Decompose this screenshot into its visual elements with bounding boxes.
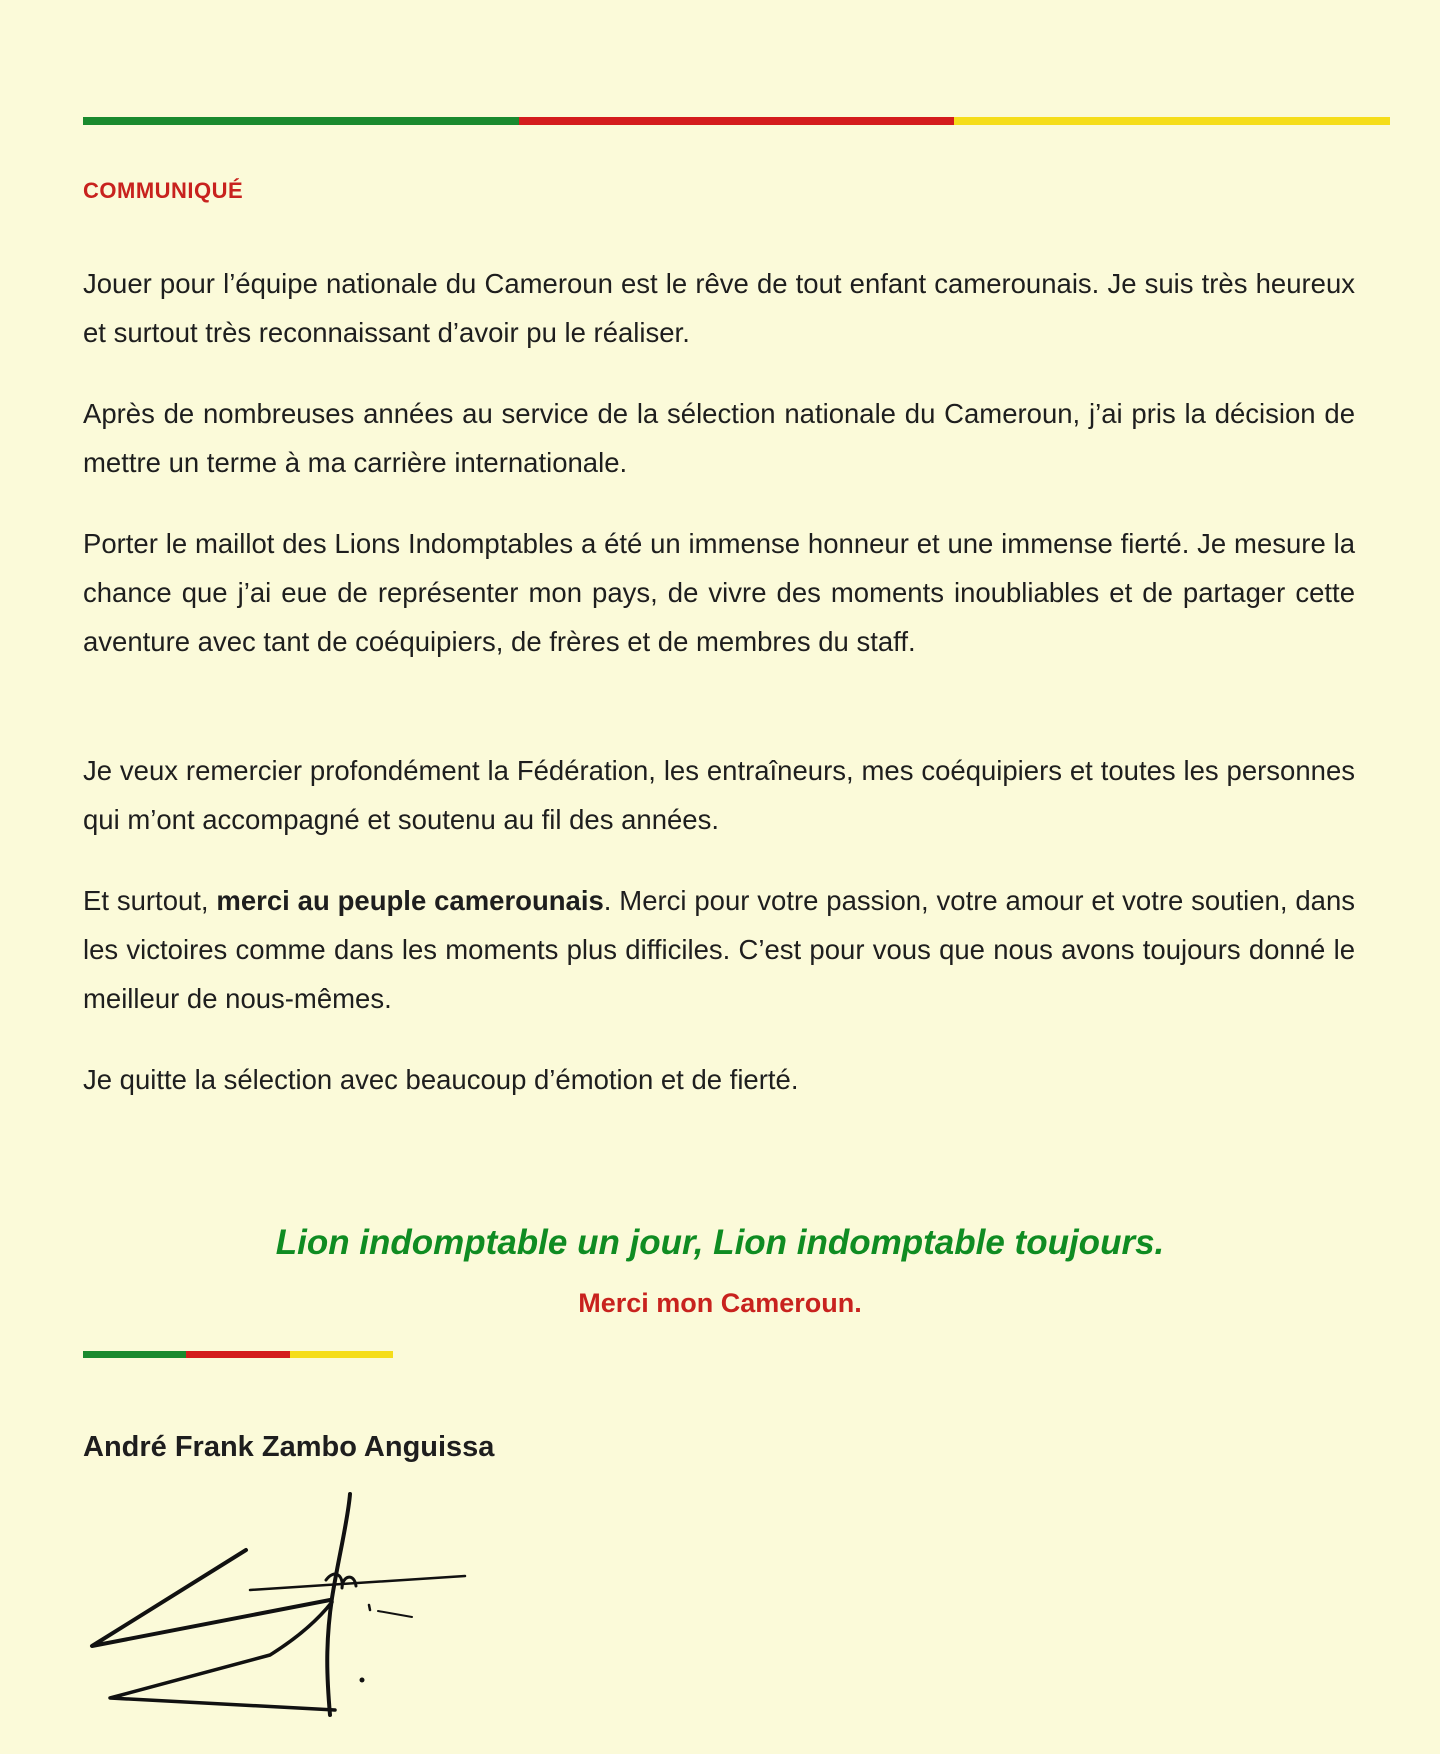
flag-stripe-top bbox=[83, 117, 1390, 125]
paragraph-dream: Jouer pour l’équipe nationale du Cameroun est le rêve de tout enfant camerounais. Je suis très heureux et surtout très reconnaissant d’avoir pu le réaliser. bbox=[83, 268, 1355, 348]
paragraph-thanks-people-start: Et surtout, bbox=[83, 885, 217, 916]
flag-stripe-red bbox=[519, 117, 955, 125]
paragraph-thanks-people-bold: merci au peuple camerounais bbox=[216, 885, 604, 916]
flag-stripe-red bbox=[186, 1351, 289, 1358]
paragraph-honour: Porter le maillot des Lions Indomptables a été un immense honneur et une immense fierté. Je mesure la chance que j’ai eue de représenter mon pays, de vivre des moments inoubliables et de partager cette aventure avec tant de coéquipiers, de frères et de membres du staff. bbox=[83, 528, 1355, 657]
paragraph-thanks-people-end: . Merci pour votre passion, votre amour et votre soutien, dans les victoires comme dans les moments plus difficiles. C’est pour vous que nous avons toujours donné le meilleur de nous-mêmes. bbox=[83, 885, 1355, 1014]
handwritten-signature bbox=[80, 1480, 480, 1730]
flag-stripe-yellow bbox=[290, 1351, 393, 1358]
flag-stripe-yellow bbox=[954, 117, 1390, 125]
paragraph-decision: Après de nombreuses années au service de la sélection nationale du Cameroun, j’ai pris la décision de mettre un terme à ma carrière internationale. bbox=[83, 398, 1355, 478]
paragraph-thanks-federation: Je veux remercier profondément la Fédération, les entraîneurs, mes coéquipiers et toutes les personnes qui m’ont accompagné et soutenu au fil des années. bbox=[83, 755, 1355, 835]
closing-thanks: Merci mon Cameroun. bbox=[578, 1288, 862, 1318]
document-heading: COMMUNIQUÉ bbox=[83, 178, 244, 203]
flag-stripe-small bbox=[83, 1351, 393, 1358]
flag-stripe-green bbox=[83, 117, 519, 125]
flag-stripe-green bbox=[83, 1351, 186, 1358]
motto: Lion indomptable un jour, Lion indomptable toujours. bbox=[275, 1223, 1165, 1262]
paragraph-farewell: Je quitte la sélection avec beaucoup d’émotion et de fierté. bbox=[83, 1064, 799, 1095]
signatory-name: André Frank Zambo Anguissa bbox=[83, 1431, 495, 1463]
paragraph-thanks-people bbox=[83, 876, 1355, 1023]
